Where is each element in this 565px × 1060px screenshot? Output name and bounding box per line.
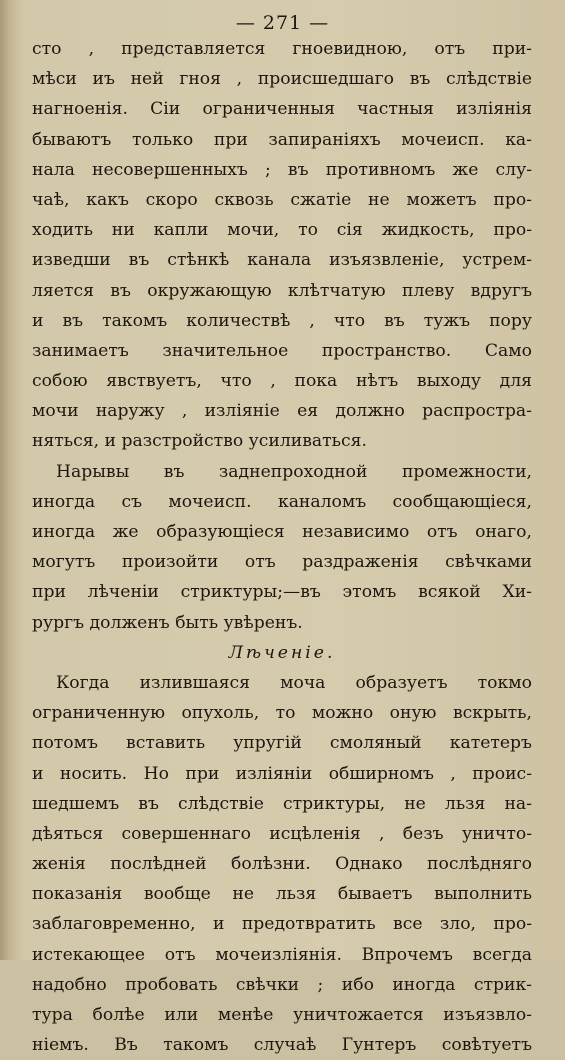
text-line: и носить. Но при изліяніи обширномъ , проис- [32,763,532,784]
text-line: ніемъ. Въ такомъ случаѣ Гунтеръ совѣтуетъ [32,1035,532,1056]
text-line: при лѣченіи стриктуры;—въ этомъ всякой Хи- [32,582,532,603]
text-line: надобно пробовать свѣчки ; ибо иногда стрик- [32,974,532,995]
text-line: показанія вообще не льзя бываетъ выполнить [32,884,532,905]
text-line: бываютъ только при запираніяхъ мочеисп. ка- [32,129,532,150]
text-line: собою явствуетъ, что , пока нѣтъ выходу для [32,371,532,392]
body-text [32,34,532,1060]
text-line: заблаговременно, и предотвратить все зло, про- [32,914,532,935]
text-line: Нарывы въ заднепроходной промежности, [56,461,532,482]
text-line: ограниченную опухоль, то можно оную вскрыть, [32,703,532,724]
text-line: ходить ни капли мочи, то сія жидкость, про- [32,220,532,241]
text-line: чаѣ, какъ скоро сквозь сжатіе не можетъ про- [32,189,532,210]
text-line: могутъ произойти отъ раздраженія свѣчками [32,552,532,573]
text-line: иногда съ мочеисп. каналомъ сообщающіеся, [32,491,532,512]
text-line: дѣяться совершеннаго исцѣленія , безъ уничто- [32,823,532,844]
text-line: тура болѣе или менѣе уничтожается изъязвло- [32,1005,532,1025]
section-heading: Лѣченіе. [228,642,336,663]
text-line: шедшемъ въ слѣдствіе стриктуры, не льзя на- [32,793,532,814]
text-line: иногда же образующіеся независимо отъ онаго, [32,522,532,542]
text-line: ляется въ окружающую клѣтчатую плеву вдругъ [32,280,532,301]
text-line: занимаетъ значительное пространство. Само [32,340,532,361]
text-line: мѣси иъ ней гноя , происшедшаго въ слѣдствіе [32,69,532,90]
text-line: сто , представляется гноевидною, отъ при- [32,39,532,59]
text-line: нагноенія. Сіи ограниченныя частныя изліянія [32,99,532,120]
text-line: и въ такомъ количествѣ , что въ тужъ пору [32,310,532,331]
text-line: женія послѣдней болѣзни. Однако послѣдняго [32,854,532,875]
text-line: рургъ долженъ быть увѣренъ. [32,612,303,633]
text-line: няться, и разстройство усиливаться. [32,431,367,452]
page-number: — 271 — [235,12,330,34]
text-line: потомъ вставить упругій смоляный катетеръ [32,733,532,754]
text-line: мочи наружу , изліяніе ея должно распростра- [32,401,532,422]
text-line: нала несовершенныхъ ; въ противномъ же слу- [32,159,532,180]
text-line: истекающее отъ мочеизліянія. Впрочемъ всегда [32,944,532,965]
text-line: изведши въ стѣнкѣ канала изъязвленіе, устрем- [32,250,532,271]
text-line: Когда излившаяся моча образуетъ токмо [56,672,532,693]
